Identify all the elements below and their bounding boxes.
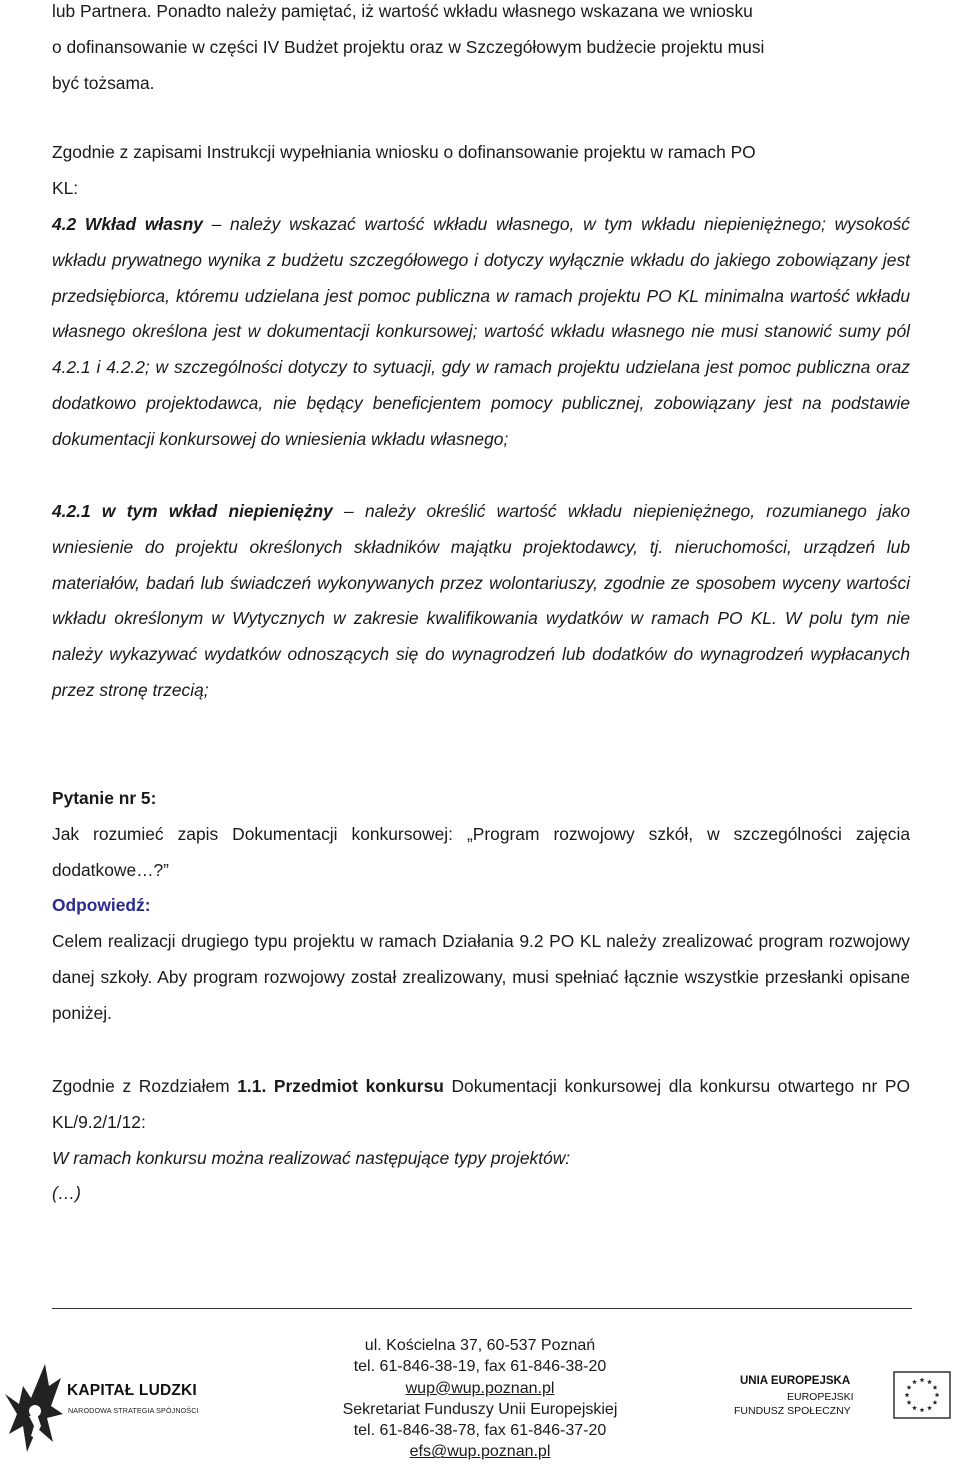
quote-text: W ramach konkursu można realizować następujące typy projektów: [52,1147,571,1168]
chapter-number: 1.1. [237,1076,267,1096]
footer-email-1[interactable]: wup@wup.poznan.pl [405,1379,555,1397]
footer-address: ul. Kościelna 37, 60-537 Poznań [364,1337,596,1354]
paragraph-intro [52,0,910,101]
kapital-ludzki-logo [5,1356,235,1456]
answer-text: Celem realizacji drugiego typu projektu w ramach Działania 9.2 PO KL należy zrealizować program rozwojowy danej szkoły. Aby program rozwojowy został zrealizowany, musi spełniać łącznie wszystkie przesłanki opisane poniżej. [52,931,910,1023]
footer-phone-1: tel. 61-846-38-19, fax 61-846-38-20 [353,1358,607,1376]
item-4-2 [52,207,910,458]
footer-email-2[interactable]: efs@wup.poznan.pl [409,1443,551,1461]
chapter-suffix: Dokumentacji konkursowej dla konkursu otwartego nr PO KL/9.2/1/12: [52,1076,910,1132]
chapter-prefix: Zgodnie z Rozdziałem [52,1076,238,1096]
eu-logo-line-3: FUNDUSZ SPOŁECZNY [734,1405,851,1417]
footer-contact [280,1335,680,1463]
eu-logo [730,1365,960,1455]
intro-line-2: o dofinansowanie w części IV Budżet projektu oraz w Szczegółowym budżecie projektu musi [52,36,765,57]
item-4-2-1 [52,494,910,709]
kapital-ludzki-title: KAPITAŁ LUDZKI [67,1382,197,1399]
question-text: Jak rozumieć zapis Dokumentacji konkursowej: „Program rozwojowy szkół, w szczególności zajęcia dodatkowe…?” [52,823,910,880]
kapital-ludzki-emblem-icon [5,1356,65,1456]
footer-office: Sekretariat Funduszy Unii Europejskiej [342,1400,618,1418]
item-4-2-text: – należy wskazać wartość wkładu własnego, w tym wkładu niepieniężnego; wysokość wkładu prywatnego wynika z budżetu szczegółowego i dotyczy wyłącznie wkładu do jakiego zobowiązany jest przedsiębiorca, któremu udzielana jest pomoc publiczna w ramach projektu PO KL minimalna wartość wkładu własnego określona jest w dokumentacji konkursowej; wartość wkładu własnego nie musi stanowić sumy pól 4.2.1 i 4.2.2; w szczególności dotyczy to sytuacji, gdy w ramach projektu udzielana jest pomoc publiczna oraz dodatkowo projektodawca, nie będący beneficjentem pomocy publicznej, zobowiązany jest na podstawie dokumentacji konkursowej do wniesienia wkładu własnego; [52,214,910,449]
chapter-name: Przedmiot konkursu [266,1076,444,1096]
intro-line-1: lub Partnera. Ponadto należy pamiętać, iż wartość wkładu własnego wskazana we wniosku [52,1,753,21]
eu-flag-icon [893,1371,951,1419]
item-4-2-label: 4.2 Wkład własny [52,214,203,234]
question-label: Pytanie nr 5: [52,788,157,808]
intro-line-3: być tożsama. [52,72,155,93]
eu-logo-line-2: EUROPEJSKI [787,1391,854,1403]
question-block [52,781,910,1032]
footer-divider [52,1308,912,1309]
item-4-2-1-label: 4.2.1 w tym wkład niepieniężny [52,501,333,521]
item-4-2-1-text: – należy określić wartość wkładu niepieniężnego, rozumianego jako wniesienie do projektu określonych składników majątku projektodawcy, tj. nieruchomości, urządzeń lub materiałów, badań lub świadczeń wykonywanych przez wolontariuszy, zgodnie ze sposobem wyceny wartości wkładu określonym w Wytycznych w zakresie kwalifikowania wydatków w ramach PO KL. W polu tym nie należy wykazywać wydatków odnoszących się do wynagrodzeń lub dodatków do wynagrodzeń wypłacanych przez stronę trzecią; [52,501,910,700]
eu-logo-line-1: UNIA EUROPEJSKA [740,1375,851,1387]
paragraph-instruction [52,135,910,207]
kapital-ludzki-subtitle: NARODOWA STRATEGIA SPÓJNOŚCI [68,1406,199,1415]
footer-phone-2: tel. 61-846-38-78, fax 61-846-37-20 [353,1422,607,1440]
ellipsis-text: (…) [52,1183,81,1204]
chapter-reference [52,1069,910,1212]
instruction-line-1: Zgodnie z zapisami Instrukcji wypełniania wniosku o dofinansowanie projektu w ramach PO [52,142,756,162]
instruction-line-2: KL: [52,177,79,198]
answer-label: Odpowiedź: [52,895,151,916]
